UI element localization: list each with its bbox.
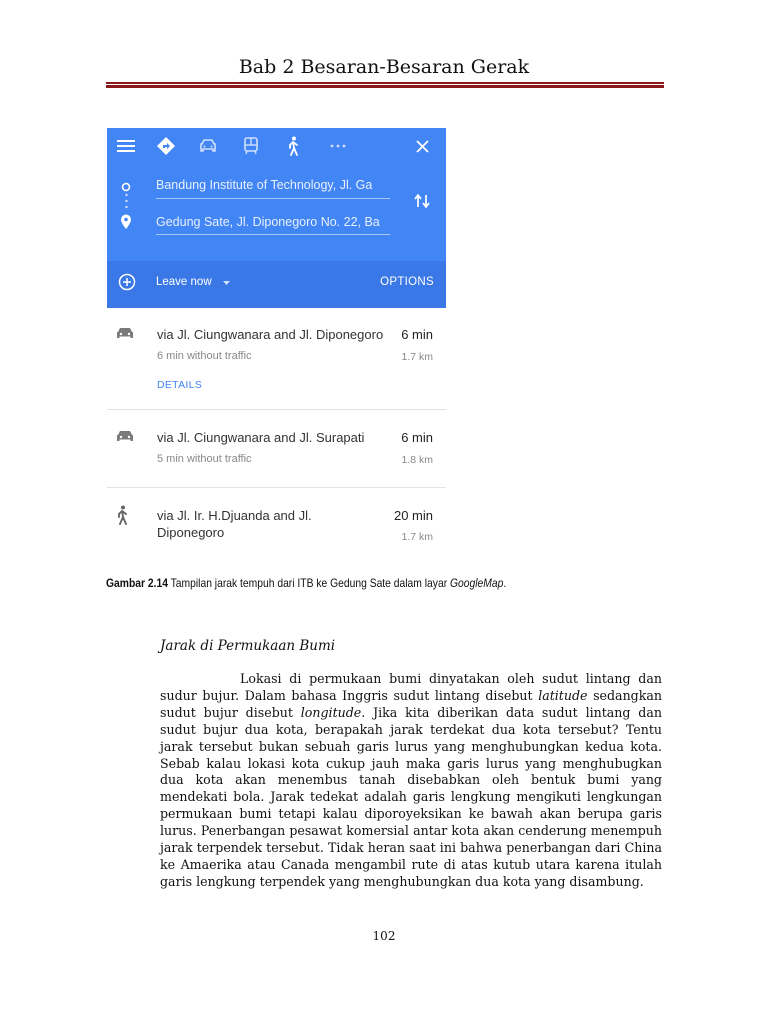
term-latitude: latitude [538, 687, 588, 703]
body-paragraph [160, 671, 662, 891]
destination-input[interactable]: Gedung Sate, Jl. Diponegoro No. 22, Ba [156, 215, 380, 229]
route-via-line2: Diponegoro [157, 525, 225, 540]
close-icon[interactable] [409, 133, 435, 159]
header-rule [106, 85, 664, 88]
add-stop-icon[interactable] [118, 273, 136, 291]
section-title: Jarak di Permukaan Bumi [160, 638, 336, 654]
route-time: 6 min [401, 430, 433, 445]
route-distance: 1.7 km [401, 351, 433, 363]
route-via-line1: via Jl. Ir. H.Djuanda and Jl. [157, 508, 312, 523]
transit-mode-icon[interactable] [238, 133, 264, 159]
destination-underline [156, 234, 390, 235]
directions-header [107, 128, 446, 308]
car-icon [115, 428, 137, 450]
route-distance: 1.8 km [401, 454, 433, 466]
route-option[interactable] [107, 308, 446, 418]
directions-icon[interactable] [153, 133, 179, 159]
route-distance: 1.7 km [401, 531, 433, 543]
walking-mode-icon[interactable] [280, 133, 306, 159]
route-connector-dots [125, 193, 128, 213]
caption-label: Gambar 2.14 [106, 576, 168, 590]
para-text-1: Lokasi di permukaan bumi dinyatakan oleh sudut lintang dan sudur bujur. Dalam bahasa Inggris sudut lintang disebut [160, 671, 662, 703]
route-traffic-note: 6 min without traffic [157, 350, 252, 362]
caption-app-name: GoogleMap [450, 576, 504, 590]
page-header-title: Bab 2 Besaran-Besaran Gerak [238, 56, 530, 78]
menu-icon[interactable] [113, 133, 139, 159]
origin-input[interactable]: Bandung Institute of Technology, Jl. Ga [156, 178, 373, 192]
swap-icon[interactable] [413, 192, 431, 210]
term-longitude: longitude [300, 704, 362, 720]
chevron-down-icon [223, 276, 230, 288]
leave-now-dropdown[interactable] [156, 276, 230, 288]
route-via: via Jl. Ciungwanara and Jl. Surapati [157, 430, 365, 445]
figure-caption [106, 576, 506, 590]
route-traffic-note: 5 min without traffic [157, 453, 252, 465]
leave-now-label: Leave now [156, 276, 212, 289]
route-time: 20 min [393, 508, 433, 523]
car-mode-icon[interactable] [195, 133, 221, 159]
header-rule [106, 82, 664, 84]
para-text-2: sedangkan sudut bujur disebut [160, 687, 662, 720]
route-option[interactable] [107, 410, 446, 487]
route-time: 6 min [401, 327, 433, 342]
details-link[interactable]: DETAILS [157, 379, 203, 391]
route-option[interactable] [107, 488, 446, 548]
para-text-3: . Jika kita diberikan data sudut lintang dan sudut bujur dua kota, berapakah jarak terdekat dua kota tersebut? Tentu jarak tersebut bukan sebuah garis lurus yang menghubungkan kedua kota. Sebab kalau lokasi kota cukup jauh maka garis lurus yang menghubugkan dua kota akan menembus tanah disebabkan oleh bentuk bumi yang mendekati bola. Jarak tedekat adalah garis lengkung mengikuti lengkungan permukaan bumi tetapi kalau diporoyeksikan ke bawah akan berupa garis lurus. Penerbangan pesawat komersial antar kota akan cenderung menempuh jarak terpendek tersebut. Tidak heran saat ini bahwa penerbangan dari China ke Amaerika atau Canada mengambil rute di atas kutub utara karena itulah garis lengkung terpendek yang menghubungkan dua kota yang disambung. [160, 704, 662, 889]
caption-end: . [503, 576, 507, 590]
more-options-icon[interactable] [325, 133, 351, 159]
origin-dot-icon [121, 179, 131, 189]
caption-text: Tampilan jarak tempuh dari ITB ke Gedung Sate dalam layar [167, 576, 450, 590]
car-icon [115, 325, 137, 347]
route-via: via Jl. Ciungwanara and Jl. Diponegoro [157, 327, 384, 342]
page-number: 102 [372, 929, 396, 943]
destination-pin-icon [120, 214, 132, 230]
options-button[interactable]: OPTIONS [380, 276, 434, 288]
walking-icon [115, 505, 137, 527]
origin-underline [156, 198, 390, 199]
